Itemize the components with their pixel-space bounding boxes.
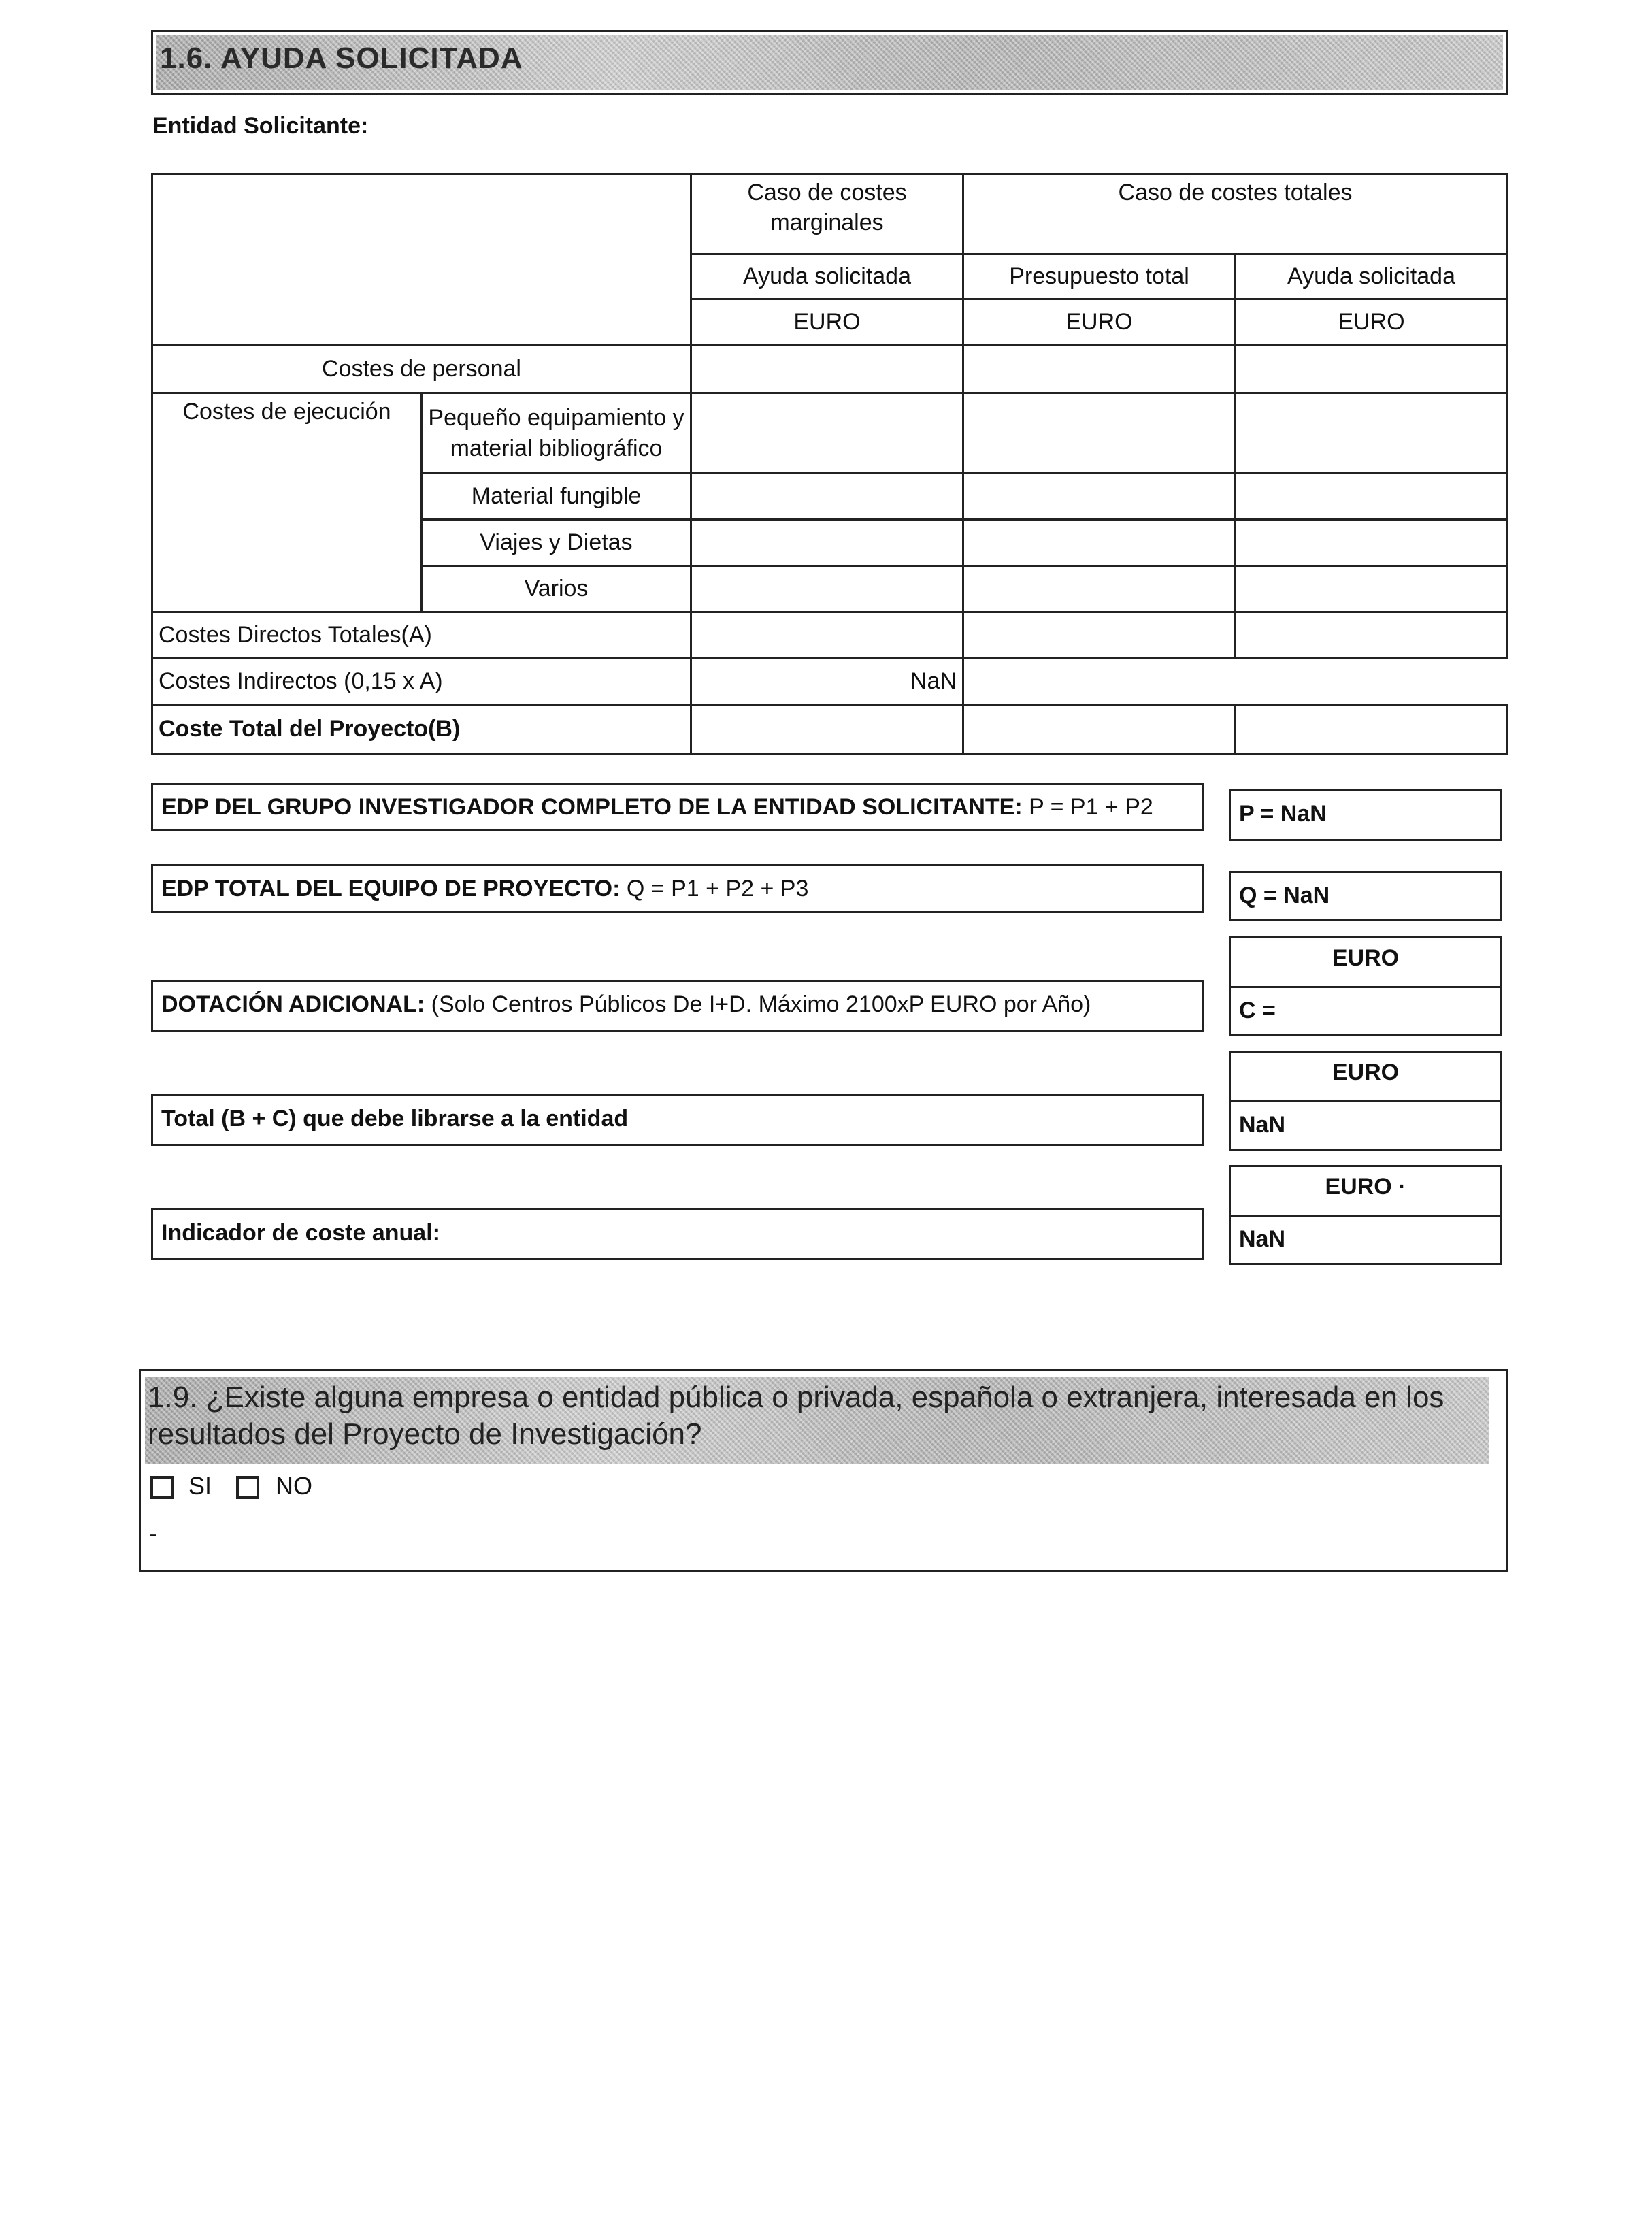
dotacion-note: (Solo Centros Públicos De I+D. Máximo 2100xP EURO por Año) (425, 991, 1091, 1017)
entidad-solicitante-label: Entidad Solicitante: (152, 113, 369, 139)
row-varios: Varios (422, 566, 691, 612)
row-coste-total-proyecto: Coste Total del Proyecto(B) (152, 705, 691, 754)
edp-grupo-formula: P = P1 + P2 (1022, 794, 1153, 820)
section-16-title: 1.6. AYUDA SOLICITADA (160, 42, 523, 75)
dotacion-value: C = (1229, 986, 1502, 1036)
cell-personal-presupuesto[interactable] (963, 346, 1236, 393)
cell-personal-ayuda[interactable] (1236, 346, 1508, 393)
cell-personal-marginal[interactable] (691, 346, 963, 393)
cell-fungible-ayuda[interactable] (1236, 474, 1508, 520)
total-label: Total (B + C) que debe librarse a la entidad (161, 1106, 629, 1132)
row-costes-personal: Costes de personal (152, 346, 691, 393)
si-label: SI (188, 1472, 212, 1500)
cell-equipamiento-marginal[interactable] (691, 393, 963, 474)
cell-fungible-marginal[interactable] (691, 474, 963, 520)
cell-equipamiento-ayuda[interactable] (1236, 393, 1508, 474)
cell-directos-marginal[interactable] (691, 612, 963, 659)
section-19-box (139, 1369, 1508, 1572)
cell-total-presupuesto[interactable] (963, 705, 1236, 754)
header-costes-totales: Caso de costes totales (963, 174, 1508, 254)
section-16-header (151, 30, 1508, 95)
subheader-ayuda-solicitada-marginal: Ayuda solicitada (691, 254, 963, 299)
currency-euro-3: EURO (1236, 299, 1508, 346)
cell-indirectos-marginal: NaN (691, 659, 963, 705)
indicador-label: Indicador de coste anual: (161, 1220, 440, 1246)
section-19-dash: - (149, 1519, 157, 1547)
cell-fungible-presupuesto[interactable] (963, 474, 1236, 520)
si-checkbox[interactable] (150, 1476, 174, 1499)
total-currency: EURO (1229, 1051, 1502, 1102)
edp-total-box (151, 864, 1204, 913)
no-label: NO (276, 1472, 312, 1500)
dotacion-label: DOTACIÓN ADICIONAL: (161, 991, 425, 1017)
cell-varios-presupuesto[interactable] (963, 566, 1236, 612)
cell-viajes-ayuda[interactable] (1236, 520, 1508, 566)
section-19-question: 1.9. ¿Existe alguna empresa o entidad pública o privada, española o extranjera, interesada en los resultados del Proyecto de Investigación? (148, 1381, 1444, 1451)
cell-varios-ayuda[interactable] (1236, 566, 1508, 612)
cell-varios-marginal[interactable] (691, 566, 963, 612)
cost-table (151, 173, 1508, 755)
cell-directos-ayuda[interactable] (1236, 612, 1508, 659)
total-box (151, 1094, 1204, 1146)
row-material-fungible: Material fungible (422, 474, 691, 520)
indicador-box (151, 1208, 1204, 1260)
indicador-currency: EURO · (1229, 1165, 1502, 1217)
header-costes-marginales: Caso de costes marginales (691, 174, 963, 254)
dotacion-box (151, 980, 1204, 1032)
cell-directos-presupuesto[interactable] (963, 612, 1236, 659)
row-costes-indirectos: Costes Indirectos (0,15 x A) (152, 659, 691, 705)
cell-equipamiento-presupuesto[interactable] (963, 393, 1236, 474)
cell-total-marginal[interactable] (691, 705, 963, 754)
edp-total-label: EDP TOTAL DEL EQUIPO DE PROYECTO: (161, 876, 621, 902)
no-checkbox[interactable] (236, 1476, 259, 1499)
edp-total-value: Q = NaN (1229, 871, 1502, 921)
edp-total-formula: Q = P1 + P2 + P3 (620, 876, 809, 902)
row-costes-directos: Costes Directos Totales(A) (152, 612, 691, 659)
edp-grupo-value: P = NaN (1229, 789, 1502, 841)
currency-euro-1: EURO (691, 299, 963, 346)
dotacion-currency: EURO (1229, 936, 1502, 988)
row-pequeno-equipamiento: Pequeño equipamiento y material bibliográfico (422, 393, 691, 474)
cell-total-ayuda[interactable] (1236, 705, 1508, 754)
row-viajes-dietas: Viajes y Dietas (422, 520, 691, 566)
subheader-ayuda-solicitada-total: Ayuda solicitada (1236, 254, 1508, 299)
table-corner-cell (152, 174, 691, 346)
currency-euro-2: EURO (963, 299, 1236, 346)
edp-grupo-label: EDP DEL GRUPO INVESTIGADOR COMPLETO DE LA ENTIDAD SOLICITANTE: (161, 794, 1023, 820)
edp-grupo-box (151, 783, 1204, 831)
cell-indirectos-empty (963, 659, 1508, 705)
cell-viajes-marginal[interactable] (691, 520, 963, 566)
total-value: NaN (1229, 1100, 1502, 1151)
subheader-presupuesto-total: Presupuesto total (963, 254, 1236, 299)
indicador-value: NaN (1229, 1215, 1502, 1265)
row-costes-ejecucion: Costes de ejecución (152, 393, 422, 612)
cell-viajes-presupuesto[interactable] (963, 520, 1236, 566)
